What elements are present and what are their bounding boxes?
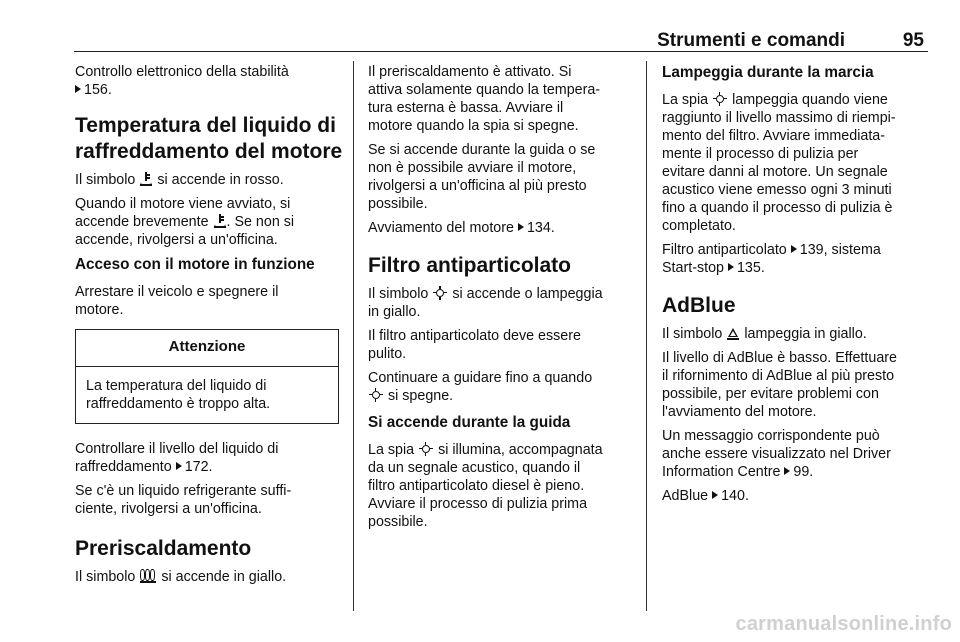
column-2 [368, 63, 638, 537]
attention-box [75, 329, 339, 424]
engine-start-reference: Avviamento del motore 134. [368, 220, 555, 236]
preheat-heading: Preriscaldamento [75, 537, 252, 560]
preheat-continued-paragraph: Il preriscaldamento è attivato. Si attiva solamente quando la tempera- tura esterna è bassa. Avviare il motore quando la spia si spegne. [368, 64, 601, 134]
column-divider-2 [646, 61, 647, 611]
coolant-heading: Temperatura del liquido di raffreddamento del motore [75, 114, 343, 163]
intro-page-ref: 156. [84, 82, 112, 98]
column-1 [75, 63, 343, 592]
during-drive-paragraph: Se si accende durante la guida o se non è possibile avviare il motore, rivolgersi a un'officina al più presto possibile. [368, 142, 596, 212]
reference-arrow-icon [176, 462, 182, 470]
particulate-filter-icon [419, 442, 433, 456]
flashing-heading: Lampeggia durante la marcia [662, 64, 874, 81]
dpf-paragraph-2: Il filtro antiparticolato deve essere pulito. [368, 328, 581, 362]
reference-arrow-icon [784, 467, 790, 475]
dpf-paragraph-1: Il simbolo si accende o lampeggia in giallo. [368, 286, 603, 320]
particulate-filter-icon [369, 388, 383, 402]
header-rule [74, 51, 928, 52]
preheat-paragraph: Il simbolo si accende in giallo. [75, 569, 287, 585]
reference-arrow-icon [791, 245, 797, 253]
adblue-paragraph-2: Il livello di AdBlue è basso. Effettuare il rifornimento di AdBlue al più presto possibile, per evitare problemi con l'avviamento del motore. [662, 350, 897, 420]
particulate-filter-icon [433, 286, 447, 300]
reference-arrow-icon [75, 85, 81, 93]
check-page-ref: 172. [184, 459, 213, 475]
lit-during-drive-paragraph: La spia si illumina, accompagnata da un segnale acustico, quando il filtro antiparticolato diesel è pieno. Avviare il processo di pulizia prima possibile. [368, 442, 603, 530]
flashing-paragraph: La spia lampeggia quando viene raggiunto il livello massimo di riempi- mento del filtro. Avviare immediata- mente il processo di pulizia per evitare danni al motore. Un segnale acustico viene emesso ogni 3 minuti fino a quando il processo di pulizia è completato. [662, 92, 896, 234]
dpf-heading: Filtro antiparticolato [368, 254, 572, 277]
adblue-reference: AdBlue 140. [662, 488, 749, 504]
adblue-heading: AdBlue [662, 294, 736, 317]
page-number: 95 [902, 30, 924, 51]
dpf-paragraph-3: Continuare a guidare fino a quando si spegne. [368, 370, 593, 404]
coolant-paragraph-1: Il simbolo si accende in rosso. [75, 172, 284, 188]
reference-arrow-icon [518, 223, 524, 231]
refrigerant-paragraph: Se c'è un liquido refrigerante suffi- ciente, rivolgersi a un'officina. [75, 483, 292, 517]
reference-arrow-icon [728, 263, 734, 271]
check-level-paragraph: Controllare il livello del liquido di raffreddamento 172. [75, 441, 279, 475]
page-header-title: Strumenti e comandi [657, 30, 845, 51]
adblue-paragraph-1: Il simbolo lampeggia in giallo. [662, 326, 867, 342]
coolant-temperature-icon [214, 214, 226, 228]
attention-body: La temperatura del liquido di raffreddamento è troppo alta. [86, 378, 271, 412]
particulate-filter-icon [713, 92, 727, 106]
coolant-paragraph-2: Quando il motore viene avviato, si accende brevemente . Se non si accende, rivolgersi a un'officina. [75, 196, 295, 248]
watermark: carmanualsonline.info [735, 613, 952, 635]
filter-references: Filtro antiparticolato 139, sistema Start-stop 135. [662, 242, 881, 276]
column-divider-1 [353, 61, 354, 611]
attention-title: Attenzione [76, 330, 338, 367]
running-engine-paragraph: Arrestare il veicolo e spegnere il motore. [75, 284, 279, 318]
adblue-paragraph-3: Un messaggio corrispondente può anche essere visualizzato nel Driver Information Centre 99. [662, 428, 891, 480]
intro-paragraph: Controllo elettronico della stabilità 156. [75, 64, 289, 98]
reference-arrow-icon [712, 491, 718, 499]
glow-plug-icon [140, 569, 156, 583]
coolant-temperature-icon [140, 172, 152, 186]
column-3 [662, 63, 934, 511]
adblue-icon [727, 326, 739, 340]
lit-during-drive-heading: Si accende durante la guida [368, 414, 571, 431]
running-engine-heading: Acceso con il motore in funzione [75, 256, 315, 273]
